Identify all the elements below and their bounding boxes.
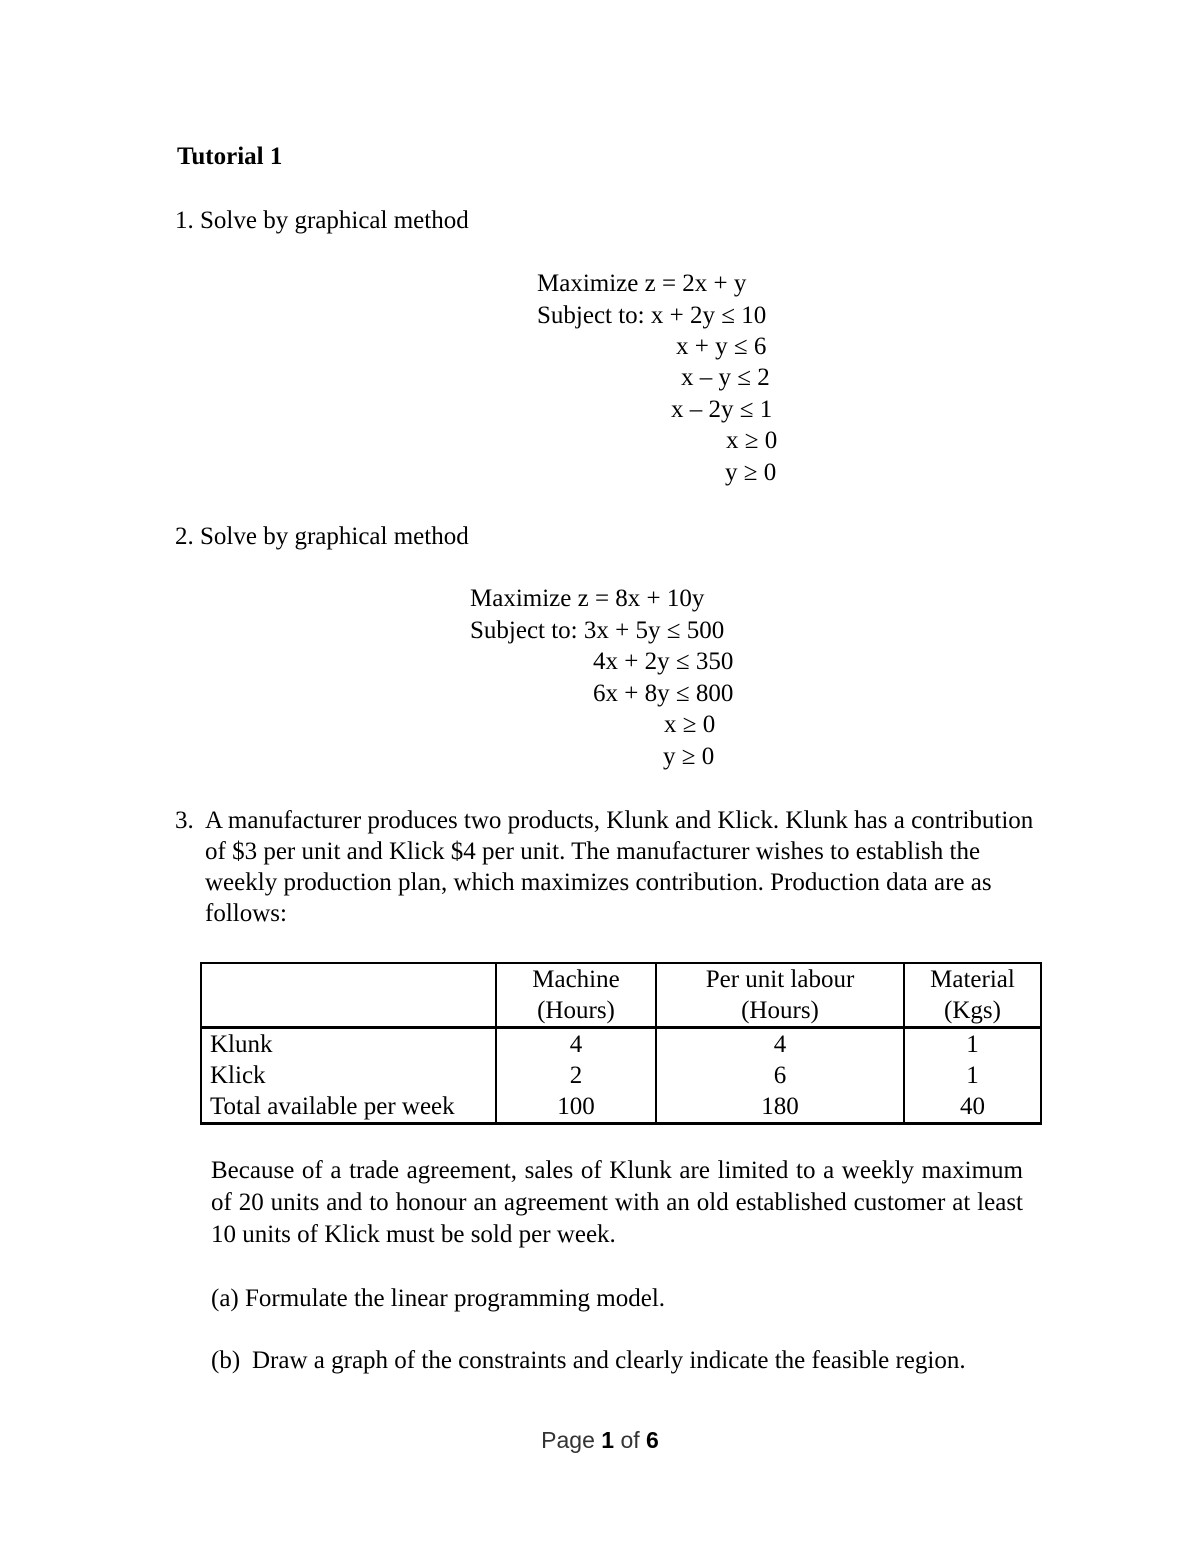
table-header-cell: Machine (Hours) (496, 963, 656, 1028)
table-cell: Klick (201, 1060, 496, 1091)
table-row (201, 1091, 1041, 1124)
table-header-cell (201, 963, 496, 1028)
q3-note: Because of a trade agreement, sales of Klunk are limited to a weekly maximum of 20 units and to honour an agreement with an old established customer at least 10 units of Klick must be sold per week. (211, 1157, 1023, 1248)
q3-part-b-label: (b) (211, 1347, 241, 1374)
table-header-cell: Per unit labour (Hours) (656, 963, 904, 1028)
production-data-table (200, 962, 1042, 1125)
q2-constraint: y ≥ 0 (663, 743, 715, 770)
table-cell: 1 (904, 1028, 1041, 1061)
table-cell: Total available per week (201, 1091, 496, 1124)
table-cell: 100 (496, 1091, 656, 1124)
table-cell: Klunk (201, 1028, 496, 1061)
page-title: Tutorial 1 (177, 143, 283, 170)
q1-constraint: y ≥ 0 (725, 459, 777, 486)
table-cell: 1 (904, 1060, 1041, 1091)
table-cell: 180 (656, 1091, 904, 1124)
table-cell: 40 (904, 1091, 1041, 1124)
q3-intro (175, 805, 1035, 929)
q1-heading: 1. Solve by graphical method (175, 207, 469, 234)
table-cell: 6 (656, 1060, 904, 1091)
q3-number: 3. (175, 807, 194, 834)
page-footer: Page 1 of 6 (541, 1427, 659, 1453)
q1-constraint: x + y ≤ 6 (676, 333, 767, 360)
q1-constraint: x – 2y ≤ 1 (671, 396, 773, 423)
table-header-cell: Material (Kgs) (904, 963, 1041, 1028)
q1-objective: Maximize z = 2x + y (537, 270, 747, 297)
q1-constraint: Subject to: x + 2y ≤ 10 (537, 302, 767, 329)
q1-constraint: x – y ≤ 2 (681, 364, 770, 391)
q2-constraint: Subject to: 3x + 5y ≤ 500 (470, 617, 725, 644)
q2-heading: 2. Solve by graphical method (175, 523, 469, 550)
q3-part-b (211, 1345, 1011, 1377)
table-header-row (201, 963, 1041, 1028)
q2-constraint: 6x + 8y ≤ 800 (593, 680, 734, 707)
current-page-number: 1 (601, 1427, 615, 1453)
table-cell: 4 (656, 1028, 904, 1061)
total-page-number: 6 (646, 1427, 659, 1453)
q2-objective: Maximize z = 8x + 10y (470, 585, 705, 612)
q3-part-b-text: Draw a graph of the constraints and clearly indicate the feasible region. (252, 1347, 966, 1374)
q2-constraint: x ≥ 0 (664, 711, 716, 738)
q2-constraint: 4x + 2y ≤ 350 (593, 648, 734, 675)
q3-intro-text: A manufacturer produces two products, Klunk and Klick. Klunk has a contribution of $3 per unit and Klick $4 per unit. The manufacturer wishes to establish the weekly production plan, which maximizes contribution. Production data are as follows: (205, 807, 1034, 927)
q1-constraint: x ≥ 0 (726, 427, 778, 454)
table-row (201, 1028, 1041, 1061)
table-cell: 4 (496, 1028, 656, 1061)
q3-part-a: (a) Formulate the linear programming model. (211, 1285, 666, 1312)
table-row (201, 1060, 1041, 1091)
table-cell: 2 (496, 1060, 656, 1091)
